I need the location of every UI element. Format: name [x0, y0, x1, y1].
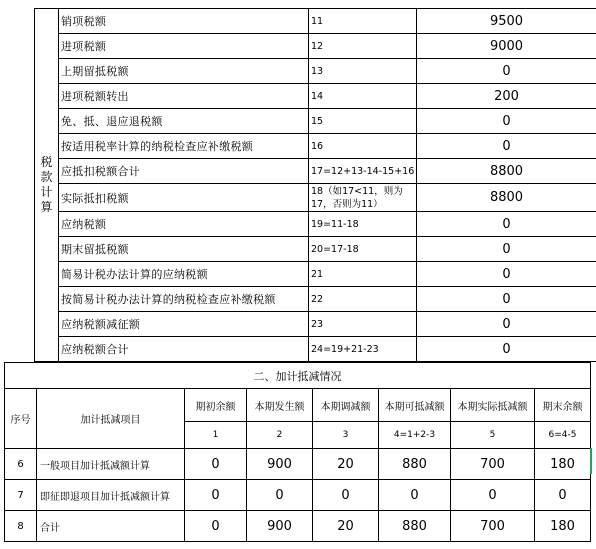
table-row — [35, 287, 596, 312]
row-value[interactable]: 200 — [417, 84, 596, 109]
section-title: 二、加计抵减情况 — [5, 363, 591, 389]
row-code: 22 — [309, 287, 417, 312]
section-label-char: 算 — [40, 200, 53, 214]
row-seq: 7 — [5, 480, 37, 511]
row-code: 18（如17<11，则为17，否则为11） — [309, 184, 417, 212]
item-label: 应纳税额合计 — [59, 337, 309, 362]
col-header: 本期发生额 — [247, 389, 313, 422]
item-label: 简易计税办法计算的应纳税额 — [59, 262, 309, 287]
item-label: 按适用税率计算的纳税检查应补缴税额 — [59, 134, 309, 159]
row-value[interactable]: 0 — [417, 237, 596, 262]
col-index: 6=4-5 — [535, 422, 591, 449]
col-header: 期末余额 — [535, 389, 591, 422]
col-header: 期初余额 — [185, 389, 247, 422]
item-label: 销项税额 — [59, 9, 309, 34]
additional-deduction-table — [4, 362, 591, 542]
table-row — [35, 184, 596, 212]
row-code: 16 — [309, 134, 417, 159]
row-value[interactable]: 0 — [417, 287, 596, 312]
row-value[interactable]: 9000 — [417, 34, 596, 59]
row-value[interactable]: 0 — [417, 59, 596, 84]
row-value[interactable]: 0 — [417, 312, 596, 337]
row-seq: 8 — [5, 511, 37, 542]
row-value[interactable]: 8800 — [417, 184, 596, 212]
item-label: 上期留抵税额 — [59, 59, 309, 84]
row-item: 即征即退项目加计抵减额计算 — [37, 480, 185, 511]
table-row — [5, 480, 591, 511]
table-row — [35, 59, 596, 84]
row-item: 合计 — [37, 511, 185, 542]
row-value[interactable]: 0 — [417, 212, 596, 237]
item-label: 实际抵扣税额 — [59, 184, 309, 212]
row-code: 24=19+21-23 — [309, 337, 417, 362]
section-label — [35, 9, 59, 362]
col-header: 本期调减额 — [313, 389, 379, 422]
table-row — [35, 159, 596, 184]
item-label: 免、抵、退应退税额 — [59, 109, 309, 134]
row-value[interactable]: 20 — [313, 511, 379, 542]
row-code: 23 — [309, 312, 417, 337]
row-value[interactable]: 8800 — [417, 159, 596, 184]
col-header: 本期实际抵减额 — [451, 389, 535, 422]
item-label: 期末留抵税额 — [59, 237, 309, 262]
table-row — [35, 262, 596, 287]
row-code: 15 — [309, 109, 417, 134]
row-value[interactable]: 0 — [247, 480, 313, 511]
table-row — [35, 84, 596, 109]
table-row — [35, 34, 596, 59]
row-code: 12 — [309, 34, 417, 59]
row-value[interactable]: 0 — [417, 134, 596, 159]
row-value[interactable]: 880 — [379, 449, 451, 480]
section-label-char: 税 — [40, 155, 53, 169]
col-index: 2 — [247, 422, 313, 449]
seq-header: 序号 — [5, 389, 37, 449]
col-index: 1 — [185, 422, 247, 449]
row-value[interactable]: 180 — [535, 511, 591, 542]
row-code: 17=12+13-14-15+16 — [309, 159, 417, 184]
table-row — [5, 449, 591, 480]
col-index: 5 — [451, 422, 535, 449]
row-value[interactable]: 700 — [451, 511, 535, 542]
tax-calculation-table — [34, 8, 596, 362]
section-label-char: 计 — [40, 185, 53, 199]
item-label: 应纳税额减征额 — [59, 312, 309, 337]
row-value[interactable]: 0 — [535, 480, 591, 511]
section-label-char: 款 — [40, 170, 53, 184]
row-item: 一般项目加计抵减额计算 — [37, 449, 185, 480]
col-index: 3 — [313, 422, 379, 449]
row-value[interactable]: 0 — [185, 449, 247, 480]
row-value[interactable]: 900 — [247, 511, 313, 542]
row-code: 13 — [309, 59, 417, 84]
item-header: 加计抵减项目 — [37, 389, 185, 449]
item-label: 按简易计税办法计算的纳税检查应补缴税额 — [59, 287, 309, 312]
table-row — [35, 237, 596, 262]
row-code: 20=17-18 — [309, 237, 417, 262]
row-code: 21 — [309, 262, 417, 287]
table-row — [35, 9, 596, 34]
item-label: 进项税额转出 — [59, 84, 309, 109]
row-value[interactable]: 0 — [185, 480, 247, 511]
row-code: 19=11-18 — [309, 212, 417, 237]
item-label: 应抵扣税额合计 — [59, 159, 309, 184]
row-value[interactable]: 0 — [417, 109, 596, 134]
table-row — [35, 212, 596, 237]
item-label: 应纳税额 — [59, 212, 309, 237]
table-row — [35, 109, 596, 134]
row-value[interactable]: 0 — [313, 480, 379, 511]
row-value[interactable]: 900 — [247, 449, 313, 480]
row-value[interactable]: 880 — [379, 511, 451, 542]
table-row — [35, 312, 596, 337]
row-value[interactable]: 180 — [535, 449, 591, 480]
row-value[interactable]: 0 — [417, 262, 596, 287]
col-index: 4=1+2-3 — [379, 422, 451, 449]
table-row — [35, 134, 596, 159]
row-value[interactable]: 0 — [451, 480, 535, 511]
row-value[interactable]: 0 — [379, 480, 451, 511]
col-header: 本期可抵减额 — [379, 389, 451, 422]
row-value[interactable]: 20 — [313, 449, 379, 480]
table-row — [35, 337, 596, 362]
row-code: 14 — [309, 84, 417, 109]
row-value[interactable]: 0 — [417, 337, 596, 362]
row-value[interactable]: 9500 — [417, 9, 596, 34]
row-seq: 6 — [5, 449, 37, 480]
table-row — [5, 511, 591, 542]
row-value[interactable]: 0 — [185, 511, 247, 542]
row-value[interactable]: 700 — [451, 449, 535, 480]
row-code: 11 — [309, 9, 417, 34]
cell-selection-marker — [590, 448, 592, 474]
item-label: 进项税额 — [59, 34, 309, 59]
